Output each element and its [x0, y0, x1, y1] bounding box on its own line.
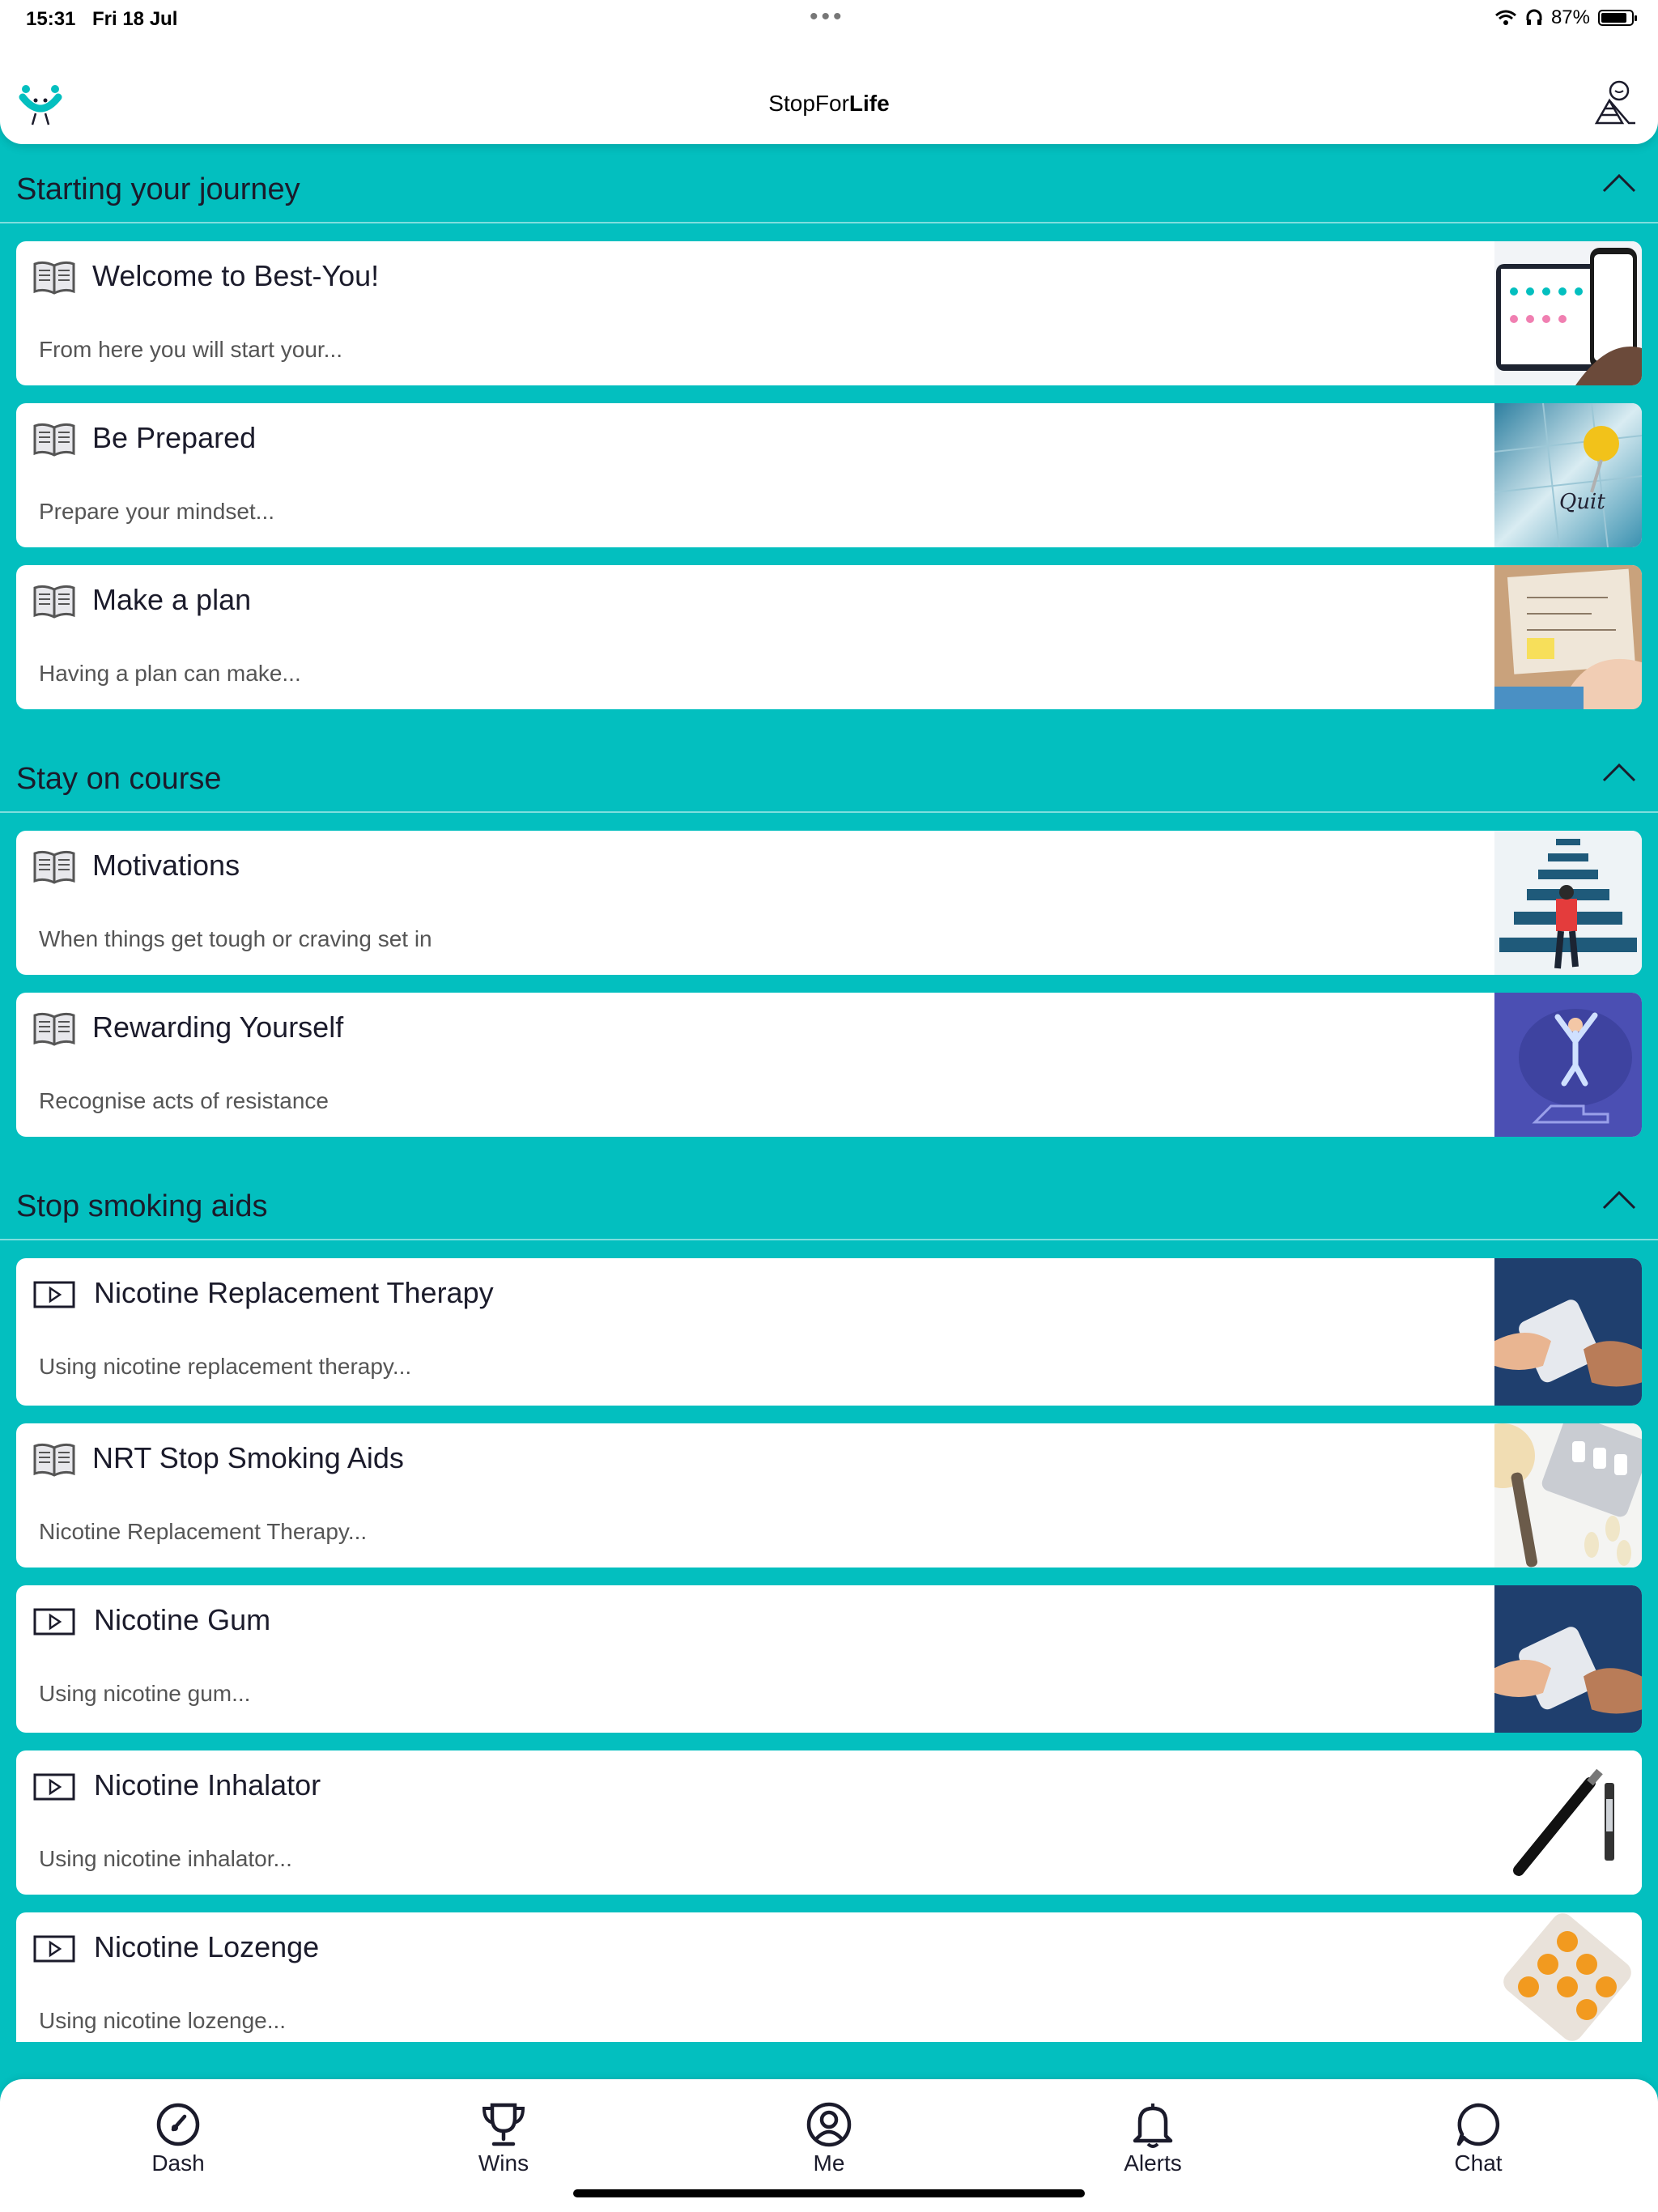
thumbnail-celebration-image — [1494, 993, 1642, 1137]
card-title: Rewarding Yourself — [92, 1010, 344, 1044]
headphones-icon — [1525, 9, 1543, 27]
card-subtitle: Using nicotine replacement therapy... — [39, 1354, 412, 1379]
book-icon — [32, 1441, 76, 1477]
tab-label: Alerts — [1124, 2150, 1182, 2176]
video-icon — [32, 1930, 76, 1966]
chevron-up-icon[interactable] — [1601, 1190, 1637, 1210]
card-title: Nicotine Lozenge — [94, 1930, 320, 1963]
multitasking-dots-icon[interactable]: ••• — [810, 3, 845, 30]
book-icon — [32, 1010, 76, 1046]
tab-label: Wins — [478, 2150, 529, 2176]
card-subtitle: Prepare your mindset... — [39, 499, 275, 524]
title-regular: StopFor — [768, 91, 849, 116]
card-subtitle: Recognise acts of resistance — [39, 1088, 329, 1113]
chevron-up-icon[interactable] — [1601, 173, 1637, 193]
status-date: Fri 18 Jul — [92, 8, 178, 30]
content-card-nrt[interactable] — [16, 1258, 1642, 1406]
video-icon — [32, 1768, 76, 1804]
content-card-nrt-stop-smoking-aids[interactable] — [16, 1423, 1642, 1568]
thumbnail-inhalator-image — [1494, 1750, 1642, 1895]
tab-chat[interactable] — [1414, 2100, 1543, 2176]
video-icon — [32, 1276, 76, 1312]
section-header-stay-on-course[interactable] — [0, 709, 1658, 813]
battery-icon — [1598, 10, 1634, 26]
card-title: Be Prepared — [92, 421, 257, 454]
page-title — [0, 91, 1658, 117]
gauge-icon — [154, 2100, 202, 2149]
thumbnail-stairs-climb-image — [1494, 831, 1642, 975]
home-indicator[interactable] — [573, 2189, 1085, 2197]
card-title: Nicotine Inhalator — [94, 1768, 321, 1802]
card-title: NRT Stop Smoking Aids — [92, 1441, 404, 1474]
card-subtitle: Nicotine Replacement Therapy... — [39, 1519, 368, 1544]
book-icon — [32, 849, 76, 884]
content-card-nicotine-inhalator[interactable] — [16, 1750, 1642, 1895]
section-title: Starting your journey — [16, 172, 300, 206]
card-title: Nicotine Gum — [94, 1603, 271, 1636]
chat-bubble-icon — [1454, 2100, 1503, 2149]
thumbnail-nrt-aids-image — [1494, 1423, 1642, 1568]
status-indicators — [1494, 6, 1634, 29]
content-card-nicotine-lozenge[interactable] — [16, 1912, 1642, 2042]
tab-label: Me — [813, 2150, 845, 2176]
tab-me[interactable] — [764, 2100, 894, 2176]
thumbnail-planning-desk-image — [1494, 565, 1642, 709]
card-title: Make a plan — [92, 583, 252, 616]
thumbnail-tablet-app-image — [1494, 241, 1642, 385]
battery-percent: 87% — [1550, 6, 1590, 28]
content-card-rewarding-yourself[interactable] — [16, 993, 1642, 1137]
svg-text:Quit: Quit — [1559, 490, 1605, 514]
user-circle-icon — [805, 2100, 853, 2149]
app-header — [0, 42, 1658, 144]
wifi-icon — [1494, 9, 1517, 27]
section-header-stop-smoking-aids[interactable] — [0, 1137, 1658, 1240]
card-title: Welcome to Best-You! — [92, 259, 380, 292]
trophy-icon — [479, 2100, 528, 2149]
card-subtitle: Using nicotine gum... — [39, 1681, 251, 1706]
battery-level — [1601, 13, 1626, 23]
status-bar — [0, 0, 1658, 42]
card-title: Nicotine Replacement Therapy — [94, 1276, 494, 1309]
content-card-be-prepared[interactable] — [16, 403, 1642, 547]
card-subtitle: Using nicotine lozenge... — [39, 2008, 287, 2033]
bell-icon — [1129, 2100, 1177, 2149]
tab-label: Dash — [151, 2150, 205, 2176]
thumbnail-nicotine-gum-hands-image — [1494, 1585, 1642, 1733]
content-card-nicotine-gum[interactable] — [16, 1585, 1642, 1733]
tab-wins[interactable] — [439, 2100, 568, 2176]
book-icon — [32, 259, 76, 295]
profile-avatar-icon[interactable] — [1590, 78, 1640, 128]
tab-label: Chat — [1454, 2150, 1503, 2176]
content-card-motivations[interactable] — [16, 831, 1642, 975]
video-icon — [32, 1603, 76, 1639]
thumbnail-nicotine-patch-hands-image — [1494, 1258, 1642, 1406]
section-title: Stop smoking aids — [16, 1189, 268, 1223]
card-subtitle: Having a plan can make... — [39, 661, 301, 686]
card-subtitle: From here you will start your... — [39, 337, 343, 362]
book-icon — [32, 421, 76, 457]
title-bold: Life — [848, 91, 890, 116]
book-icon — [32, 583, 76, 619]
content-list — [0, 144, 1658, 2042]
tab-alerts[interactable] — [1088, 2100, 1218, 2176]
content-card-make-a-plan[interactable] — [16, 565, 1642, 709]
content-card-welcome[interactable] — [16, 241, 1642, 385]
thumbnail-lozenge-pack-image — [1494, 1912, 1642, 2042]
section-header-starting-journey[interactable] — [0, 144, 1658, 223]
card-subtitle: Using nicotine inhalator... — [39, 1846, 292, 1871]
card-title: Motivations — [92, 849, 240, 882]
chevron-up-icon[interactable] — [1601, 763, 1637, 782]
status-time: 15:31 — [26, 8, 76, 30]
section-title: Stay on course — [16, 762, 222, 796]
thumbnail-calendar-pin-image — [1494, 403, 1642, 547]
card-subtitle: When things get tough or craving set in — [39, 926, 432, 951]
tab-dash[interactable] — [113, 2100, 243, 2176]
